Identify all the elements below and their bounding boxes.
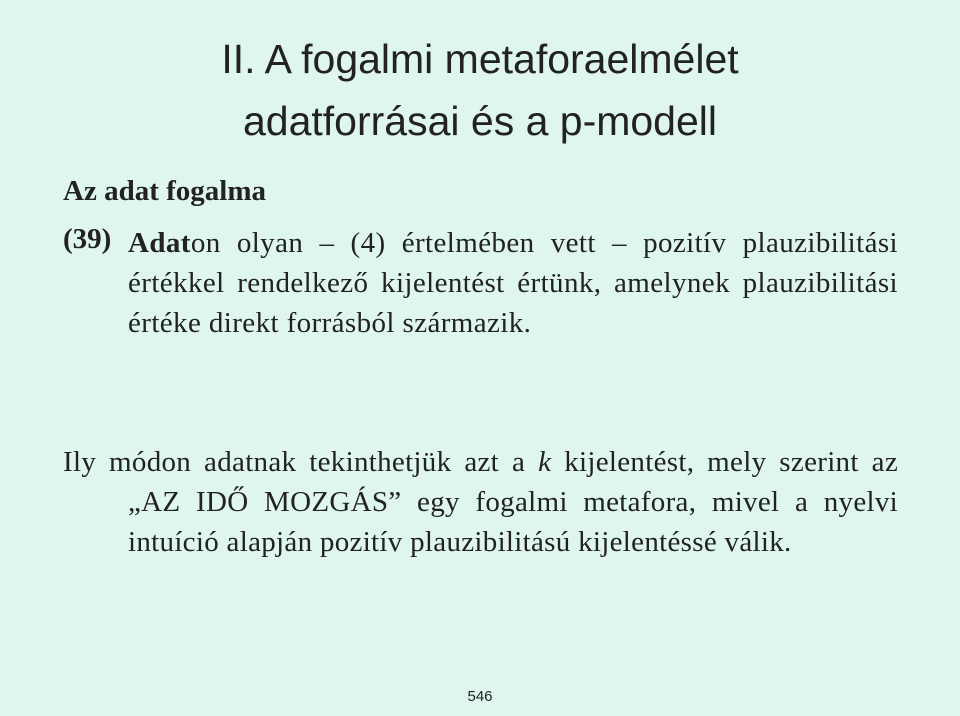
title-line-1: II. A fogalmi metaforaelmélet bbox=[221, 36, 739, 82]
slide-title bbox=[0, 28, 960, 152]
paragraph-italic-k: k bbox=[538, 446, 552, 478]
definition-number: (39) bbox=[63, 223, 112, 255]
definition-text bbox=[128, 223, 898, 343]
section-subheading: Az adat fogalma bbox=[63, 175, 266, 207]
paragraph-part-2: kijelentést, mely szerint az „AZ IDŐ MOZGÁS” egy fogalmi metafora, mivel a nyelvi intuíció alapján pozitív plauzibilitású kijelentéssé válik. bbox=[128, 446, 898, 558]
definition-body: on olyan – (4) értelmében vett – pozitív plauzibilitási értékkel rendelkező kijelentést értünk, amelynek plauzibilitási értéke direkt forrásból származik. bbox=[128, 227, 898, 339]
page-number: 546 bbox=[467, 688, 493, 705]
paragraph-part-1: Ily módon adatnak tekinthetjük azt a bbox=[63, 446, 539, 478]
body-paragraph bbox=[63, 442, 898, 562]
title-line-2: adatforrásai és a p-modell bbox=[242, 98, 718, 144]
definition-term: Adat bbox=[128, 227, 191, 259]
